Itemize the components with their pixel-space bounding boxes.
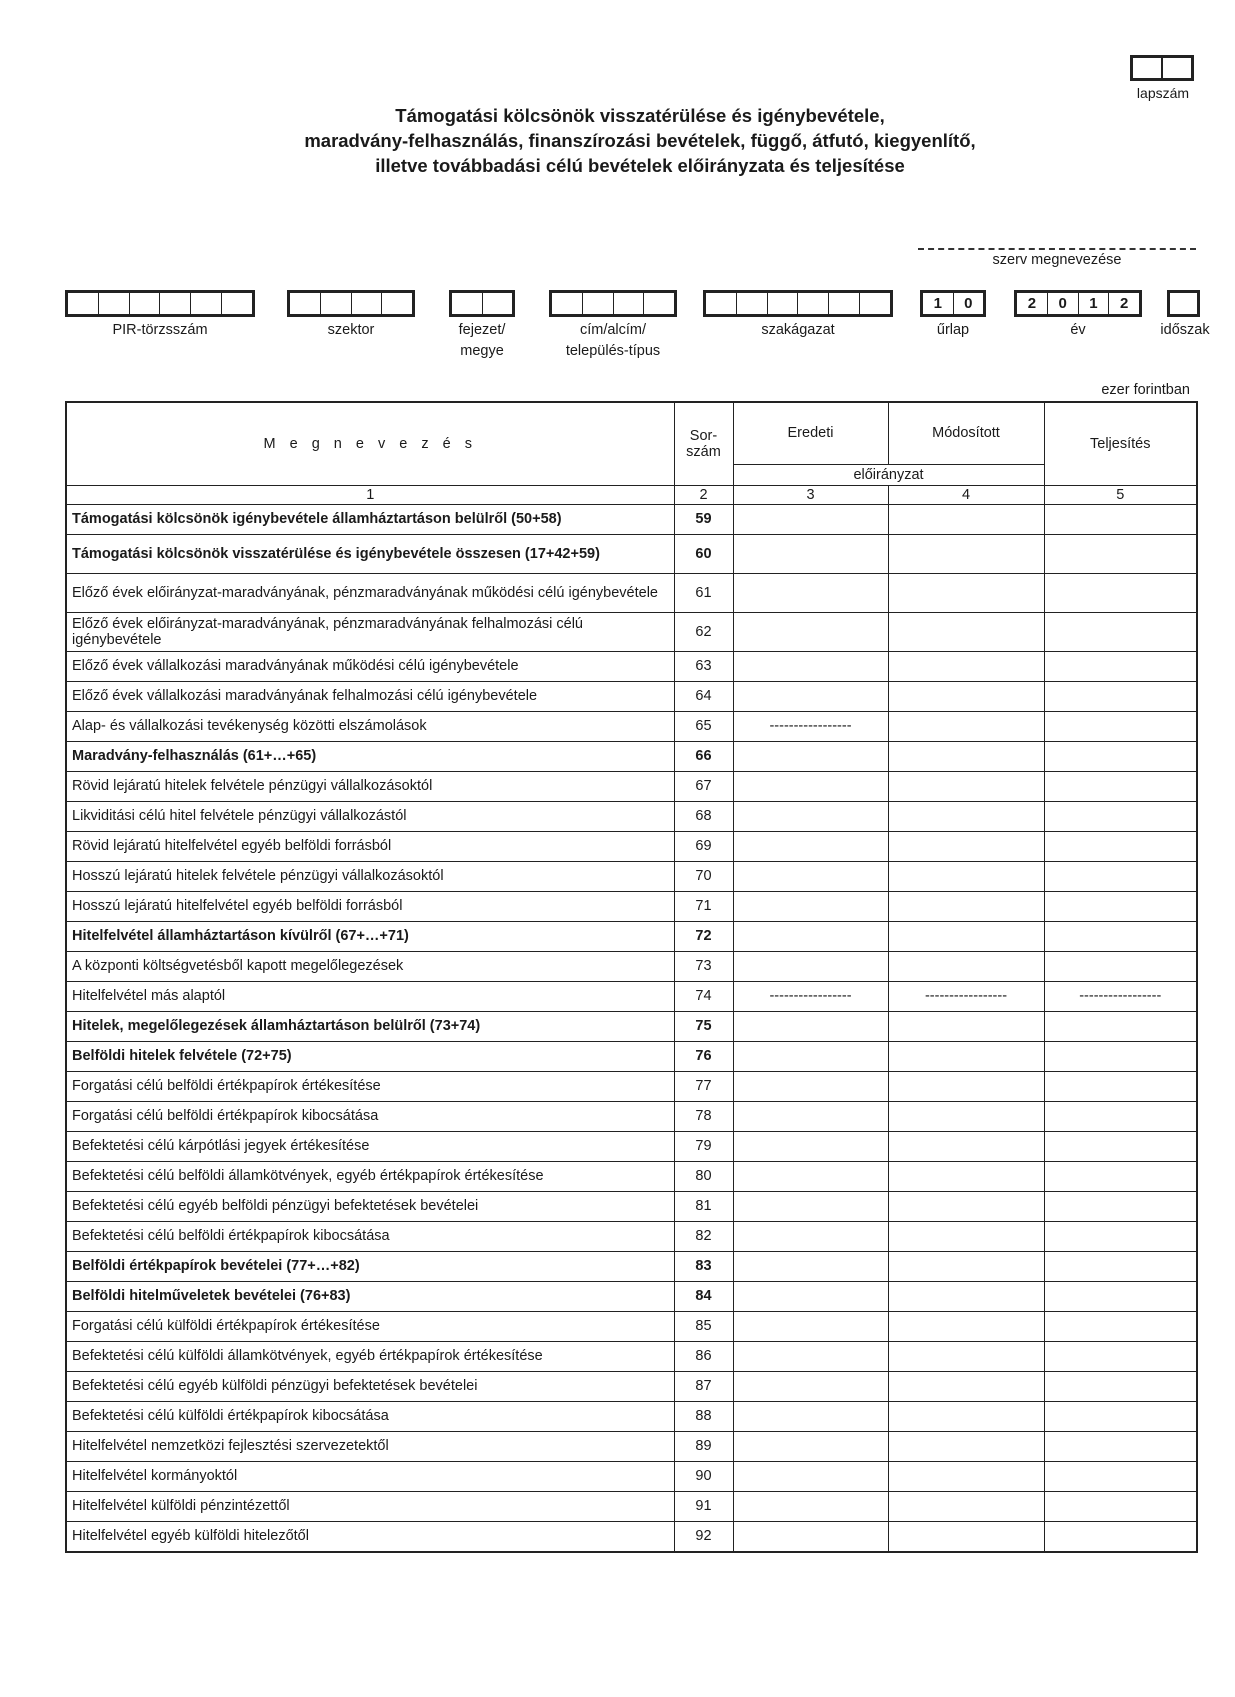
row-name: Rövid lejáratú hitelfelvétel egyéb belföldi forrásból (66, 831, 674, 861)
cell-modositott[interactable] (888, 741, 1044, 771)
table-row (66, 681, 1197, 711)
row-sorszam: 62 (674, 612, 733, 651)
table-row (66, 711, 1197, 741)
cell-eredeti[interactable] (733, 951, 888, 981)
row-sorszam: 92 (674, 1521, 733, 1552)
szektor-cell[interactable] (351, 293, 382, 314)
row-name: Befektetési célú külföldi értékpapírok kibocsátása (66, 1401, 674, 1431)
table-row (66, 1491, 1197, 1521)
cell-teljesites[interactable] (1044, 1371, 1197, 1401)
cell-teljesites[interactable] (1044, 831, 1197, 861)
fejezet-box[interactable] (449, 290, 515, 317)
cell-eredeti[interactable] (733, 1101, 888, 1131)
row-name: Előző évek előirányzat-maradványának, pénzmaradványának működési célú igénybevétele (66, 573, 674, 612)
row-name: Hosszú lejáratú hitelek felvétele pénzügyi vállalkozásoktól (66, 861, 674, 891)
row-sorszam: 79 (674, 1131, 733, 1161)
table-row (66, 1161, 1197, 1191)
cell-modositott[interactable] (888, 573, 1044, 612)
fejezet-label-line-2: megye (460, 343, 504, 359)
table-row (66, 801, 1197, 831)
cell-teljesites[interactable] (1044, 801, 1197, 831)
szektor-cell[interactable] (381, 293, 412, 314)
row-sorszam: 69 (674, 831, 733, 861)
pir-cell[interactable] (221, 293, 252, 314)
row-name: Előző évek előirányzat-maradványának, pénzmaradványának felhalmozási célú igénybevétele (66, 612, 674, 651)
row-sorszam: 77 (674, 1071, 733, 1101)
cell-teljesites[interactable] (1044, 951, 1197, 981)
pir-box[interactable] (65, 290, 255, 317)
row-name: Hitelek, megelőlegezések államháztartáson belülről (73+74) (66, 1011, 674, 1041)
row-name: Belföldi hitelműveletek bevételei (76+83) (66, 1281, 674, 1311)
row-sorszam: 89 (674, 1431, 733, 1461)
cell-teljesites[interactable] (1044, 1431, 1197, 1461)
table-row (66, 612, 1197, 651)
cell-eredeti[interactable] (733, 573, 888, 612)
cell-teljesites[interactable] (1044, 861, 1197, 891)
header-eloiranyzat: előirányzat (733, 464, 1044, 485)
row-name: Belföldi értékpapírok bevételei (77+…+82) (66, 1251, 674, 1281)
cell-modositott[interactable] (888, 1281, 1044, 1311)
cell-modositott[interactable] (888, 1311, 1044, 1341)
row-sorszam: 72 (674, 921, 733, 951)
szakagazat-cell[interactable] (859, 293, 890, 314)
cell-eredeti[interactable]: ----------------- (733, 981, 888, 1011)
cell-teljesites[interactable] (1044, 1071, 1197, 1101)
cell-modositott[interactable] (888, 1521, 1044, 1552)
cell-modositott[interactable] (888, 711, 1044, 741)
cell-teljesites[interactable] (1044, 1131, 1197, 1161)
cell-modositott[interactable] (888, 1191, 1044, 1221)
row-sorszam: 85 (674, 1311, 733, 1341)
cell-modositott[interactable] (888, 891, 1044, 921)
cell-teljesites[interactable] (1044, 1341, 1197, 1371)
cim-label (540, 320, 686, 362)
row-sorszam: 91 (674, 1491, 733, 1521)
cell-eredeti[interactable] (733, 1251, 888, 1281)
cim-label-line-1: cím/alcím/ (579, 322, 647, 338)
row-sorszam: 65 (674, 711, 733, 741)
row-sorszam: 83 (674, 1251, 733, 1281)
cell-teljesites[interactable] (1044, 681, 1197, 711)
cell-modositott[interactable] (888, 861, 1044, 891)
urlap-cell[interactable]: 1 (933, 295, 942, 312)
idoszak-cell[interactable] (1170, 293, 1197, 314)
cell-teljesites[interactable] (1044, 534, 1197, 573)
szektor-box[interactable] (287, 290, 415, 317)
szakagazat-cell[interactable] (767, 293, 798, 314)
table-row (66, 861, 1197, 891)
row-sorszam: 82 (674, 1221, 733, 1251)
cell-modositott[interactable] (888, 771, 1044, 801)
cell-modositott[interactable] (888, 504, 1044, 534)
table-row (66, 1011, 1197, 1041)
table-row (66, 1401, 1197, 1431)
row-name: Forgatási célú belföldi értékpapírok kibocsátása (66, 1101, 674, 1131)
cell-teljesites[interactable] (1044, 1221, 1197, 1251)
row-sorszam: 61 (674, 573, 733, 612)
cell-eredeti[interactable] (733, 1041, 888, 1071)
cell-eredeti[interactable] (733, 681, 888, 711)
szakagazat-cell[interactable] (828, 293, 859, 314)
form-title (220, 103, 1060, 178)
row-name: Befektetési célú külföldi államkötvények, egyéb értékpapírok értékesítése (66, 1341, 674, 1371)
table-row (66, 651, 1197, 681)
row-sorszam: 74 (674, 981, 733, 1011)
cell-modositott[interactable] (888, 801, 1044, 831)
cell-teljesites[interactable] (1044, 1281, 1197, 1311)
title-line-2: maradvány-felhasználás, finanszírozási bevételek, függő, átfutó, kiegyenlítő, (304, 130, 976, 151)
cell-eredeti[interactable] (733, 831, 888, 861)
cell-modositott[interactable] (888, 1251, 1044, 1281)
cell-eredeti[interactable] (733, 801, 888, 831)
cell-modositott[interactable] (888, 1221, 1044, 1251)
idoszak-label: időszak (1160, 322, 1210, 338)
szakagazat-label: szakágazat (761, 322, 835, 338)
table-row (66, 981, 1197, 1011)
cell-eredeti[interactable] (733, 651, 888, 681)
row-name: Előző évek vállalkozási maradványának felhalmozási célú igénybevétele (66, 681, 674, 711)
table-row (66, 741, 1197, 771)
cell-eredeti[interactable] (733, 1311, 888, 1341)
row-name: Hitelfelvétel nemzetközi fejlesztési szervezetektől (66, 1431, 674, 1461)
unit-label: ezer forintban (1101, 382, 1190, 398)
cell-modositott[interactable] (888, 651, 1044, 681)
cell-teljesites[interactable] (1044, 573, 1197, 612)
cell-modositott[interactable] (888, 1101, 1044, 1131)
header-sorszam (674, 402, 733, 485)
cell-teljesites[interactable]: ----------------- (1044, 981, 1197, 1011)
lapszam-cell[interactable] (1133, 58, 1161, 78)
header-eredeti: Eredeti (733, 402, 888, 464)
row-name: Hitelfelvétel kormányoktól (66, 1461, 674, 1491)
table-row (66, 1431, 1197, 1461)
cell-eredeti[interactable] (733, 1161, 888, 1191)
fejezet-label-line-1: fejezet/ (458, 322, 506, 338)
cell-modositott[interactable] (888, 1131, 1044, 1161)
row-name: Befektetési célú belföldi értékpapírok kibocsátása (66, 1221, 674, 1251)
pir-cell[interactable] (68, 293, 98, 314)
cell-teljesites[interactable] (1044, 711, 1197, 741)
ev-cell[interactable]: 2 (1027, 295, 1037, 312)
cell-teljesites[interactable] (1044, 504, 1197, 534)
header-sorszam-line-2: szám (686, 443, 721, 460)
row-sorszam: 86 (674, 1341, 733, 1371)
cell-teljesites[interactable] (1044, 1161, 1197, 1191)
cell-teljesites[interactable] (1044, 612, 1197, 651)
data-table (65, 401, 1198, 1553)
table-row (66, 1341, 1197, 1371)
cell-eredeti[interactable] (733, 1191, 888, 1221)
row-sorszam: 73 (674, 951, 733, 981)
row-sorszam: 88 (674, 1401, 733, 1431)
row-name: Hosszú lejáratú hitelfelvétel egyéb belföldi forrásból (66, 891, 674, 921)
row-name: Befektetési célú egyéb belföldi pénzügyi befektetések bevételei (66, 1191, 674, 1221)
cell-teljesites[interactable] (1044, 1461, 1197, 1491)
cell-modositott[interactable] (888, 1011, 1044, 1041)
cell-eredeti[interactable] (733, 1131, 888, 1161)
table-row (66, 1221, 1197, 1251)
ev-cell[interactable]: 0 (1047, 293, 1078, 314)
cell-teljesites[interactable] (1044, 1251, 1197, 1281)
row-sorszam: 70 (674, 861, 733, 891)
table-row (66, 573, 1197, 612)
row-sorszam: 80 (674, 1161, 733, 1191)
header-megnevezes: M e g n e v e z é s (66, 402, 674, 485)
cell-eredeti[interactable] (733, 1491, 888, 1521)
row-sorszam: 60 (674, 534, 733, 573)
cell-teljesites[interactable] (1044, 741, 1197, 771)
cell-teljesites[interactable] (1044, 1311, 1197, 1341)
row-sorszam: 87 (674, 1371, 733, 1401)
fejezet-label (435, 320, 529, 362)
row-name: Befektetési célú egyéb külföldi pénzügyi befektetések bevételei (66, 1371, 674, 1401)
cell-teljesites[interactable] (1044, 771, 1197, 801)
szakagazat-cell[interactable] (797, 293, 828, 314)
cell-teljesites[interactable] (1044, 1041, 1197, 1071)
row-name: Hitelfelvétel egyéb külföldi hitelezőtől (66, 1521, 674, 1552)
table-row (66, 1131, 1197, 1161)
row-name: Belföldi hitelek felvétele (72+75) (66, 1041, 674, 1071)
cell-eredeti[interactable] (733, 1431, 888, 1461)
column-number: 4 (888, 485, 1044, 504)
row-name: Előző évek vállalkozási maradványának működési célú igénybevétele (66, 651, 674, 681)
cell-eredeti[interactable] (733, 741, 888, 771)
szerv-label: szerv megnevezése (992, 252, 1122, 268)
urlap-box[interactable] (920, 290, 986, 317)
table-row (66, 1071, 1197, 1101)
row-name: Támogatási kölcsönök igénybevétele államháztartáson belülről (50+58) (66, 504, 674, 534)
header-modositott: Módosított (888, 402, 1044, 464)
ev-box[interactable] (1014, 290, 1142, 317)
cell-teljesites[interactable] (1044, 1011, 1197, 1041)
szakagazat-cell[interactable] (736, 293, 767, 314)
cell-eredeti[interactable] (733, 1371, 888, 1401)
lapszam-cell[interactable] (1161, 58, 1191, 78)
row-name: Maradvány-felhasználás (61+…+65) (66, 741, 674, 771)
table-row (66, 1191, 1197, 1221)
cell-eredeti[interactable] (733, 1011, 888, 1041)
cim-cell[interactable] (582, 293, 613, 314)
row-sorszam: 64 (674, 681, 733, 711)
cell-modositott[interactable] (888, 1071, 1044, 1101)
pir-cell[interactable] (129, 293, 160, 314)
table-row (66, 1281, 1197, 1311)
row-name: Forgatási célú külföldi értékpapírok értékesítése (66, 1311, 674, 1341)
row-sorszam: 66 (674, 741, 733, 771)
szakagazat-box[interactable] (703, 290, 893, 317)
lapszam-label: lapszám (1136, 85, 1190, 101)
cell-eredeti[interactable] (733, 534, 888, 573)
cell-teljesites[interactable] (1044, 891, 1197, 921)
cell-modositott[interactable] (888, 612, 1044, 651)
column-number: 1 (66, 485, 674, 504)
table-row (66, 534, 1197, 573)
table-row (66, 1461, 1197, 1491)
table-row (66, 951, 1197, 981)
ev-label: év (1070, 322, 1086, 338)
table-row (66, 1101, 1197, 1131)
cell-eredeti[interactable] (733, 1521, 888, 1552)
table-row (66, 831, 1197, 861)
cell-modositott[interactable]: ----------------- (888, 981, 1044, 1011)
cell-modositott[interactable] (888, 1491, 1044, 1521)
table-row (66, 1311, 1197, 1341)
table-row (66, 1041, 1197, 1071)
table-row (66, 921, 1197, 951)
row-name: A központi költségvetésből kapott megelőlegezések (66, 951, 674, 981)
cell-teljesites[interactable] (1044, 1521, 1197, 1552)
szektor-cell[interactable] (290, 293, 320, 314)
cell-modositott[interactable] (888, 681, 1044, 711)
szektor-label: szektor (327, 322, 375, 338)
cell-eredeti[interactable] (733, 1281, 888, 1311)
row-name: Alap- és vállalkozási tevékenység közötti elszámolások (66, 711, 674, 741)
table-row (66, 771, 1197, 801)
cim-cell[interactable] (552, 293, 582, 314)
cell-modositott[interactable] (888, 1461, 1044, 1491)
cell-eredeti[interactable] (733, 1341, 888, 1371)
table-row (66, 1521, 1197, 1552)
cell-modositott[interactable] (888, 1431, 1044, 1461)
cim-cell[interactable] (613, 293, 644, 314)
cell-modositott[interactable] (888, 534, 1044, 573)
table-row (66, 1251, 1197, 1281)
cell-eredeti[interactable] (733, 771, 888, 801)
title-line-3: illetve továbbadási célú bevételek előirányzata és teljesítése (375, 155, 905, 176)
cim-label-line-2: település-típus (565, 343, 661, 359)
row-name: Rövid lejáratú hitelek felvétele pénzügyi vállalkozásoktól (66, 771, 674, 801)
row-name: Hitelfelvétel államháztartáson kívülről (67+…+71) (66, 921, 674, 951)
urlap-cell[interactable]: 0 (953, 293, 984, 314)
row-sorszam: 71 (674, 891, 733, 921)
ev-cell[interactable]: 2 (1108, 293, 1139, 314)
cell-modositott[interactable] (888, 1041, 1044, 1071)
row-sorszam: 90 (674, 1461, 733, 1491)
cell-modositott[interactable] (888, 1371, 1044, 1401)
row-sorszam: 78 (674, 1101, 733, 1131)
cell-modositott[interactable] (888, 921, 1044, 951)
lapszam-box[interactable] (1130, 55, 1194, 81)
cell-modositott[interactable] (888, 1341, 1044, 1371)
title-line-1: Támogatási kölcsönök visszatérülése és igénybevétele, (395, 105, 885, 126)
cell-eredeti[interactable] (733, 504, 888, 534)
cell-eredeti[interactable] (733, 921, 888, 951)
fejezet-cell[interactable] (452, 293, 482, 314)
cell-modositott[interactable] (888, 831, 1044, 861)
cell-eredeti[interactable]: ----------------- (733, 711, 888, 741)
table-row (66, 1371, 1197, 1401)
cell-modositott[interactable] (888, 1161, 1044, 1191)
cim-cell[interactable] (643, 293, 674, 314)
row-sorszam: 63 (674, 651, 733, 681)
cell-eredeti[interactable] (733, 612, 888, 651)
column-number: 2 (674, 485, 733, 504)
pir-cell[interactable] (190, 293, 221, 314)
row-sorszam: 67 (674, 771, 733, 801)
idoszak-box[interactable] (1167, 290, 1200, 317)
cell-eredeti[interactable] (733, 1221, 888, 1251)
row-name: Hitelfelvétel külföldi pénzintézettől (66, 1491, 674, 1521)
cell-teljesites[interactable] (1044, 1491, 1197, 1521)
header-teljesites: Teljesítés (1044, 402, 1197, 485)
szektor-cell[interactable] (320, 293, 351, 314)
row-name: Befektetési célú belföldi államkötvények, egyéb értékpapírok értékesítése (66, 1161, 674, 1191)
cell-teljesites[interactable] (1044, 1401, 1197, 1431)
cell-eredeti[interactable] (733, 891, 888, 921)
cell-eredeti[interactable] (733, 861, 888, 891)
fejezet-cell[interactable] (482, 293, 513, 314)
pir-label: PIR-törzsszám (112, 322, 208, 338)
ev-cell[interactable]: 1 (1078, 293, 1109, 314)
cell-teljesites[interactable] (1044, 921, 1197, 951)
row-name: Befektetési célú kárpótlási jegyek értékesítése (66, 1131, 674, 1161)
row-sorszam: 81 (674, 1191, 733, 1221)
row-name: Támogatási kölcsönök visszatérülése és igénybevétele összesen (17+42+59) (66, 534, 674, 573)
row-sorszam: 76 (674, 1041, 733, 1071)
cell-teljesites[interactable] (1044, 1191, 1197, 1221)
row-name: Hitelfelvétel más alaptól (66, 981, 674, 1011)
row-sorszam: 84 (674, 1281, 733, 1311)
cell-teljesites[interactable] (1044, 1101, 1197, 1131)
cim-box[interactable] (549, 290, 677, 317)
cell-modositott[interactable] (888, 951, 1044, 981)
column-number: 3 (733, 485, 888, 504)
cell-eredeti[interactable] (733, 1071, 888, 1101)
table-row (66, 504, 1197, 534)
cell-modositott[interactable] (888, 1401, 1044, 1431)
column-number: 5 (1044, 485, 1197, 504)
pir-cell[interactable] (159, 293, 190, 314)
row-sorszam: 59 (674, 504, 733, 534)
urlap-label: űrlap (936, 322, 970, 338)
table-row (66, 891, 1197, 921)
pir-cell[interactable] (98, 293, 129, 314)
row-sorszam: 68 (674, 801, 733, 831)
row-sorszam: 75 (674, 1011, 733, 1041)
cell-eredeti[interactable] (733, 1461, 888, 1491)
row-name: Likviditási célú hitel felvétele pénzügyi vállalkozástól (66, 801, 674, 831)
cell-teljesites[interactable] (1044, 651, 1197, 681)
szakagazat-cell[interactable] (706, 293, 736, 314)
row-name: Forgatási célú belföldi értékpapírok értékesítése (66, 1071, 674, 1101)
szerv-input-line[interactable] (918, 248, 1196, 250)
cell-eredeti[interactable] (733, 1401, 888, 1431)
header-sorszam-line-1: Sor- (689, 427, 718, 444)
